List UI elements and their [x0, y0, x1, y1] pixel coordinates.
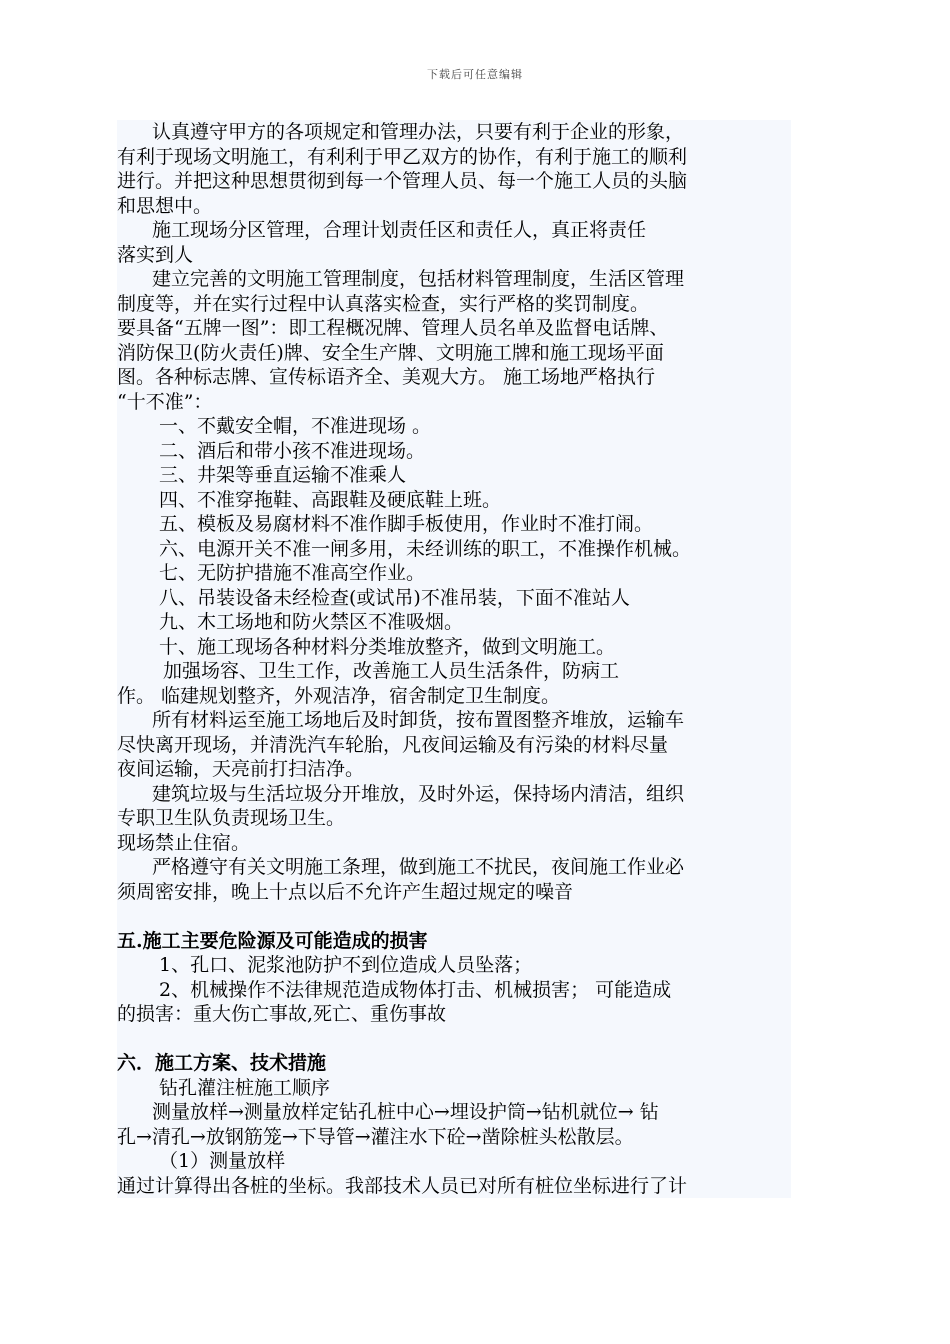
- text-line: 五、模板及易腐材料不准作脚手板使用，作业时不准打闹。: [159, 513, 654, 535]
- text-line: 一、不戴安全帽，不准进现场 。: [159, 415, 432, 437]
- blank-line: [117, 904, 791, 929]
- text-line: 2、机械操作不法律规范造成物体打击、机械损害； 可能造成: [159, 978, 672, 1001]
- text-line: 消防保卫(防火责任)牌、安全生产牌、文明施工牌和施工现场平面: [117, 341, 664, 364]
- text-line: 夜间运输，天亮前打扫洁净。: [117, 758, 365, 780]
- text-line: 制度等，并在实行过程中认真落实检查，实行严格的奖罚制度。: [117, 292, 650, 315]
- text-line: 落实到人: [117, 243, 194, 266]
- blank-line: [117, 1027, 791, 1052]
- text-line: 通过计算得出各桩的坐标。我部技术人员已对所有桩位坐标进行了计: [117, 1174, 688, 1197]
- text-line: 的损害：重大伤亡事故,死亡、重伤事故: [117, 1003, 447, 1025]
- text-line: 所有材料运至施工场地后及时卸货，按布置图整齐堆放，运输车: [152, 709, 685, 731]
- text-line: 建筑垃圾与生活垃圾分开堆放，及时外运，保持场内清洁，组织: [152, 782, 685, 805]
- text-line: 现场禁止住宿。: [117, 831, 251, 854]
- text-line: 孔→清孔→放钢筋笼→下导管→灌注水下砼→凿除桩头松散层。: [117, 1125, 634, 1148]
- text-line: 1、孔口、泥浆池防护不到位造成人员坠落；: [159, 954, 533, 976]
- text-line: 施工现场分区管理，合理计划责任区和责任人，真正将责任: [152, 219, 647, 241]
- text-line: 严格遵守有关文明施工条理，做到施工不扰民，夜间施工作业必: [152, 856, 685, 878]
- text-line: 钻孔灌注桩施工顺序: [159, 1076, 331, 1099]
- text-line: 专职卫生队负责现场卫生。: [117, 807, 346, 829]
- text-line: 七、无防护措施不准高空作业。: [159, 562, 426, 584]
- text-line: 测量放样→测量放样定钻孔桩中心→埋设护筒→钻机就位→ 钻: [152, 1101, 659, 1123]
- document-body: [117, 120, 791, 1198]
- text-line: 有利于现场文明施工，有利利于甲乙双方的协作，有利于施工的顺利: [117, 145, 688, 168]
- text-line: 要具备“五牌一图”：即工程概况牌、管理人员名单及监督电话牌、: [117, 317, 669, 339]
- page-header: 下载后可任意编辑: [427, 68, 523, 81]
- text-line: 作。 临建规划整齐，外观洁净，宿舍制定卫生制度。: [117, 684, 561, 707]
- text-line: （1）测量放样: [159, 1150, 286, 1172]
- text-line: 九、木工场地和防火禁区不准吸烟。: [159, 611, 464, 633]
- text-line: 图。各种标志牌、宣传标语齐全、美观大方。 施工场地严格执行: [117, 366, 656, 388]
- text-line: 加强场容、卫生工作，改善施工人员生活条件，防病工: [163, 660, 620, 682]
- text-line: 尽快离开现场，并清洗汽车轮胎，凡夜间运输及有污染的材料尽量: [117, 733, 669, 756]
- text-line: 八、吊装设备未经检查(或试吊)不准吊装，下面不准站人: [159, 586, 630, 609]
- text-line: 和思想中。: [117, 194, 213, 217]
- text-line: 十、施工现场各种材料分类堆放整齐，做到文明施工。: [159, 635, 616, 658]
- text-line: 二、酒后和带小孩不准进现场。: [159, 439, 426, 462]
- text-line: 须周密安排，晚上十点以后不允许产生超过规定的噪音: [117, 880, 574, 903]
- text-line: 进行。并把这种思想贯彻到每一个管理人员、每一个施工人员的头脑: [117, 170, 688, 192]
- text-line: 六、电源开关不准一闸多用，未经训练的职工，不准操作机械。: [159, 537, 692, 560]
- section-heading: 五.施工主要危险源及可能造成的损害: [117, 929, 428, 952]
- text-line: “十不准”：: [117, 390, 213, 413]
- text-line: 三、井架等垂直运输不准乘人: [159, 464, 407, 486]
- text-line: 四、不准穿拖鞋、高跟鞋及硬底鞋上班。: [159, 488, 502, 511]
- text-line: 认真遵守甲方的各项规定和管理办法，只要有利于企业的形象，: [152, 121, 685, 143]
- section-heading: 六．施工方案、技术措施: [117, 1052, 327, 1074]
- text-line: 建立完善的文明施工管理制度，包括材料管理制度，生活区管理: [152, 268, 685, 290]
